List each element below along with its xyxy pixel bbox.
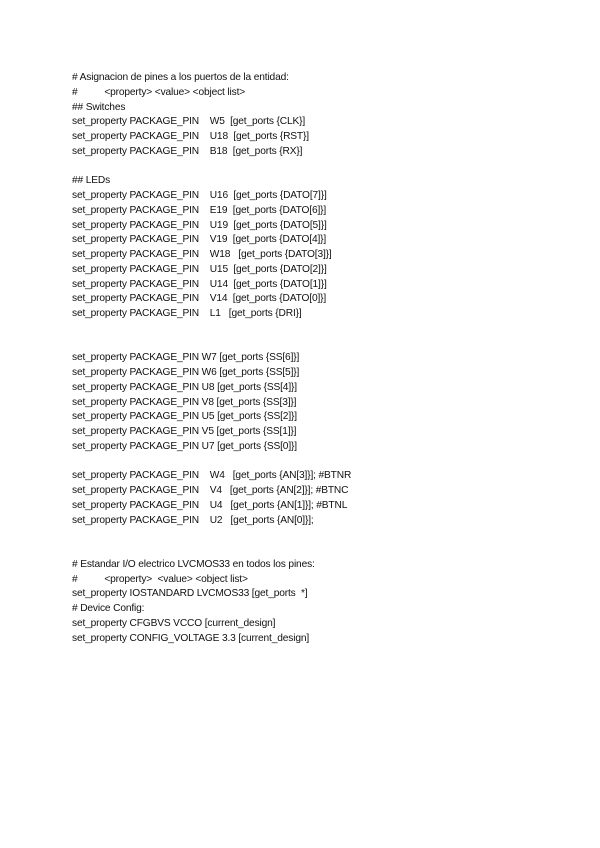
code-line: set_property PACKAGE_PIN U14 [get_ports {DATO[1]}]: [72, 278, 327, 290]
code-line: set_property PACKAGE_PIN W4 [get_ports {AN[3]}]; #BTNR: [72, 470, 352, 482]
code-line: set_property PACKAGE_PIN W7 [get_ports {SS[6]}]: [72, 352, 300, 364]
code-line: set_property PACKAGE_PIN U2 [get_ports {AN[0]}];: [72, 514, 314, 526]
blank-line: [72, 455, 572, 470]
code-line: set_property PACKAGE_PIN V5 [get_ports {SS[1]}]: [72, 426, 297, 437]
code-line: set_property IOSTANDARD LVCMOS33 [get_ports *]: [72, 588, 308, 600]
blank-line: [72, 322, 572, 337]
comment-line: # Estandar I/O electrico LVCMOS33 en todos los pines:: [72, 558, 315, 570]
code-line: set_property PACKAGE_PIN U4 [get_ports {AN[1]}]; #BTNL: [72, 499, 348, 511]
code-line: set_property PACKAGE_PIN V4 [get_ports {AN[2]}]; #BTNC: [72, 485, 349, 496]
code-line: set_property PACKAGE_PIN L1 [get_ports {DRI}]: [72, 308, 302, 319]
section-heading-switches: ## Switches: [72, 101, 126, 113]
code-line: set_property PACKAGE_PIN U16 [get_ports {DATO[7]}]: [72, 190, 327, 201]
code-line: set_property PACKAGE_PIN U19 [get_ports {DATO[5]}]: [72, 219, 327, 231]
blank-line: [72, 528, 572, 543]
code-line: set_property PACKAGE_PIN W18 [get_ports {DATO[3]}]: [72, 249, 332, 260]
code-line: set_property CFGBVS VCCO [current_design]: [72, 617, 276, 629]
code-line: set_property PACKAGE_PIN V19 [get_ports {DATO[4]}]: [72, 234, 327, 246]
code-line: set_property PACKAGE_PIN W6 [get_ports {SS[5]}]: [72, 367, 300, 378]
code-line: set_property PACKAGE_PIN W5 [get_ports {CLK}]: [72, 116, 306, 128]
code-line: set_property PACKAGE_PIN B18 [get_ports {RX}]: [72, 145, 303, 157]
code-line: set_property PACKAGE_PIN U8 [get_ports {SS[4]}]: [72, 381, 297, 393]
comment-line: # <property> <value> <object list>: [72, 573, 248, 585]
code-line: set_property PACKAGE_PIN U18 [get_ports {RST}]: [72, 131, 309, 142]
code-line: set_property PACKAGE_PIN E19 [get_ports {DATO[6]}]: [72, 204, 327, 216]
code-line: set_property PACKAGE_PIN V8 [get_ports {SS[3]}]: [72, 396, 297, 408]
section-heading-leds: ## LEDs: [72, 175, 111, 187]
comment-line: # Asignacion de pines a los puertos de la entidad:: [72, 72, 289, 83]
code-line: set_property CONFIG_VOLTAGE 3.3 [current_design]: [72, 632, 310, 644]
code-line: set_property PACKAGE_PIN V14 [get_ports {DATO[0]}]: [72, 293, 327, 305]
blank-line: [72, 337, 572, 352]
blank-line: [72, 543, 572, 558]
constraints-code-block: [72, 71, 572, 646]
blank-line: [72, 160, 572, 175]
comment-line: # <property> <value> <object list>: [72, 86, 246, 98]
code-line: set_property PACKAGE_PIN U15 [get_ports {DATO[2]}]: [72, 263, 327, 275]
comment-line: # Device Config:: [72, 603, 145, 614]
code-line: set_property PACKAGE_PIN U7 [get_ports {SS[0]}]: [72, 440, 297, 452]
code-line: set_property PACKAGE_PIN U5 [get_ports {SS[2]}]: [72, 411, 297, 423]
